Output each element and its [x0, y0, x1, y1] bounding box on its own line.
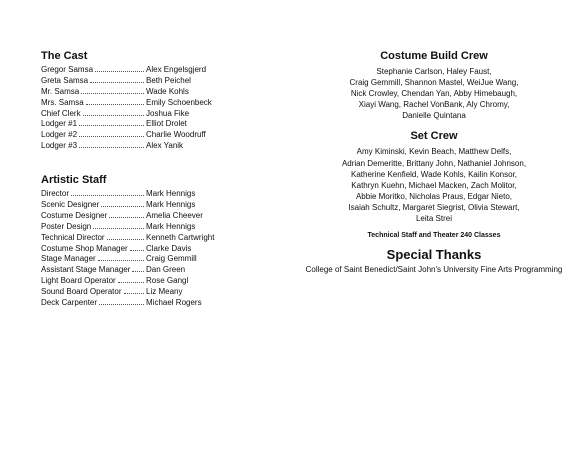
dot-leader — [109, 216, 144, 218]
dot-leader — [79, 135, 144, 137]
role-label: Director — [41, 189, 70, 199]
cast-row — [41, 119, 281, 130]
dot-leader — [132, 270, 144, 272]
staff-row — [41, 298, 281, 309]
cast-title: The Cast — [41, 50, 88, 62]
special-thanks-text: College of Saint Benedict/Saint John's University Fine Arts Programming — [305, 265, 563, 275]
costume-build-crew-list — [300, 66, 568, 121]
role-label: Chief Clerk — [41, 108, 81, 118]
person-name: Mark Hennigs — [146, 221, 196, 231]
crew-line: Craig Gemmill, Shannon Mastel, WeiJue Wang, — [349, 78, 519, 88]
left-column — [41, 50, 281, 309]
role-label: Poster Design — [41, 221, 92, 231]
role-label: Lodger #3 — [41, 141, 78, 151]
crew-line: Abbie Moritko, Nicholas Praus, Edgar Nieto, — [355, 191, 513, 201]
set-crew-note: Technical Staff and Theater 240 Classes — [367, 232, 501, 240]
dot-leader — [101, 205, 144, 207]
staff-row — [41, 276, 281, 287]
staff-row — [41, 200, 281, 211]
staff-row — [41, 244, 281, 255]
role-label: Deck Carpenter — [41, 298, 98, 308]
dot-leader — [86, 103, 144, 105]
crew-line: Amy Kiminski, Kevin Beach, Matthew Delfs, — [356, 147, 512, 157]
role-label: Greta Samsa — [41, 75, 89, 85]
dot-leader — [130, 249, 144, 251]
person-name: Elliot Drolet — [146, 119, 187, 129]
staff-row — [41, 265, 281, 276]
crew-line: Leita Strei — [415, 214, 453, 224]
cast-row — [41, 76, 281, 87]
crew-line: Isaiah Schultz, Margaret Siegrist, Olivia Stewart, — [348, 202, 520, 212]
role-label: Stage Manager — [41, 254, 96, 264]
crew-line: Danielle Quintana — [402, 111, 466, 121]
cast-row — [41, 141, 281, 152]
person-name: Emily Schoenbeck — [146, 97, 212, 107]
artistic-staff-title: Artistic Staff — [41, 174, 107, 187]
section-spacer — [300, 239, 568, 247]
person-name: Dan Green — [146, 265, 186, 275]
person-name: Joshua Fike — [146, 108, 190, 118]
dot-leader — [71, 194, 144, 196]
staff-row — [41, 189, 281, 200]
cast-row — [41, 98, 281, 109]
role-label: Gregor Samsa — [41, 65, 94, 74]
person-name: Amelia Cheever — [146, 210, 203, 220]
staff-row — [41, 254, 281, 265]
person-name: Mark Hennigs — [146, 200, 196, 210]
dot-leader — [118, 281, 144, 283]
role-label: Costume Shop Manager — [41, 243, 128, 253]
person-name: Wade Kohls — [146, 86, 189, 96]
section-spacer — [300, 121, 568, 130]
special-thanks-title: Special Thanks — [386, 247, 482, 263]
person-name: Rose Gangl — [146, 276, 189, 286]
dot-leader — [99, 303, 144, 305]
right-column — [300, 50, 568, 275]
person-name: Craig Gemmill — [146, 254, 197, 264]
crew-line: Adrian Demeritte, Brittany John, Nathaniel Johnson, — [341, 158, 527, 168]
crew-line: Nick Crowley, Chendan Yan, Abby Himebaugh, — [350, 89, 518, 99]
role-label: Mrs. Samsa — [41, 97, 84, 107]
staff-row — [41, 222, 281, 233]
artistic-staff-list — [41, 189, 281, 309]
set-crew-title: Set Crew — [410, 130, 458, 143]
dot-leader — [83, 114, 144, 116]
role-label: Assistant Stage Manager — [41, 265, 131, 275]
crew-line: Kathryn Kuehn, Michael Macken, Zach Molitor, — [351, 180, 517, 190]
crew-line: Xiayi Wang, Rachel VonBank, Aly Chromy, — [358, 100, 510, 110]
dot-leader — [93, 227, 144, 229]
role-label: Mr. Samsa — [41, 86, 80, 96]
role-label: Lodger #2 — [41, 130, 78, 140]
cast-row — [41, 130, 281, 141]
cast-list — [41, 65, 281, 152]
person-name: Clarke Davis — [146, 243, 192, 253]
person-name: Liz Meany — [146, 287, 183, 297]
role-label: Light Board Operator — [41, 276, 116, 286]
section-spacer — [41, 152, 281, 174]
dot-leader — [98, 259, 144, 261]
role-label: Sound Board Operator — [41, 287, 122, 297]
dot-leader — [90, 81, 144, 83]
set-crew-list — [300, 146, 568, 224]
role-label: Technical Director — [41, 232, 105, 242]
dot-leader — [79, 146, 144, 148]
dot-leader — [79, 124, 144, 126]
dot-leader — [124, 292, 145, 294]
staff-row — [41, 211, 281, 222]
role-label: Scenic Designer — [41, 200, 100, 210]
role-label: Lodger #1 — [41, 119, 78, 129]
dot-leader — [107, 238, 144, 240]
staff-row — [41, 233, 281, 244]
person-name: Alex Engelsgjerd — [146, 65, 207, 74]
person-name: Alex Yanik — [146, 141, 184, 151]
cast-row — [41, 65, 281, 76]
person-name: Mark Hennigs — [146, 189, 196, 199]
costume-build-crew-title: Costume Build Crew — [380, 50, 488, 62]
cast-row — [41, 87, 281, 98]
cast-row — [41, 109, 281, 120]
role-label: Costume Designer — [41, 210, 108, 220]
dot-leader — [81, 92, 144, 94]
section-spacer — [300, 224, 568, 232]
person-name: Charlie Woodruff — [146, 130, 206, 140]
person-name: Michael Rogers — [146, 298, 202, 308]
dot-leader — [95, 70, 144, 72]
staff-row — [41, 287, 281, 298]
crew-line: Katherine Kenfield, Wade Kohls, Kailin Konsor, — [350, 169, 518, 179]
person-name: Kenneth Cartwright — [146, 232, 215, 242]
crew-line: Stephanie Carlson, Haley Faust, — [376, 67, 492, 76]
person-name: Beth Peichel — [146, 75, 191, 85]
